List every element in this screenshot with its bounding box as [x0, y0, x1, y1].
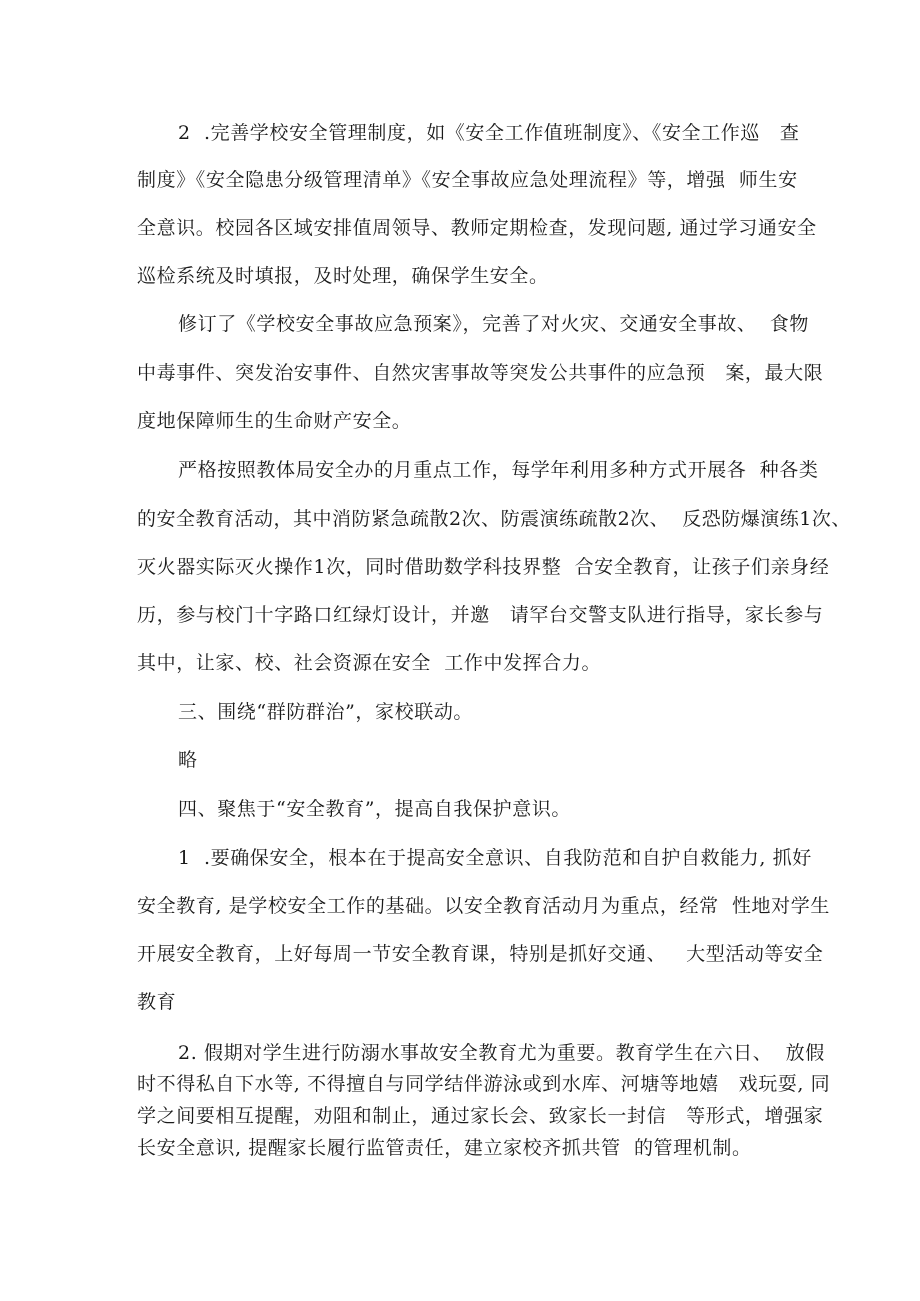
text-line: 制度》《安全隐患分级管理清单》《安全事故应急处理流程》等，增强 师生安 — [137, 169, 798, 191]
section-heading: 四、聚焦于“安全教育”，提高自我保护意识。 — [178, 798, 572, 820]
text-line: 中毒事件、突发治安事件、自然灾害事故等突发公共事件的应急预 案，最大限 — [137, 362, 824, 384]
text-line: 巡检系统及时填报，及时处理，确保学生安全。 — [137, 265, 549, 287]
text-line: 全意识。校园各区域安排值周领导、教师定期检查，发现问题, 通过学习通安全 — [137, 217, 817, 239]
text-line: 长安全意识, 提醒家长履行监管责任，建立家校齐抓共管 的管理机制。 — [137, 1137, 752, 1159]
text-line: 2. 假期对学生进行防溺水事故安全教育尤为重要。教育学生在六日、 放假 — [178, 1042, 825, 1064]
text-line: 修订了《学校安全事故应急预案》，完善了对火灾、交通安全事故、 食物 — [178, 313, 809, 335]
text-line: 度地保障师生的生命财产安全。 — [137, 410, 412, 432]
text-line: 开展安全教育，上好每周一节安全教育课，特别是抓好交通、 大型活动等安全 — [137, 943, 824, 965]
text-line: 1 .要确保安全，根本在于提高安全意识、自我防范和自护自救能力, 抓好 — [178, 847, 812, 869]
text-line: 时不得私自下水等, 不得擅自与同学结伴游泳或到水库、河塘等地嬉 戏玩耍, 同 — [137, 1073, 831, 1095]
text-line: 略 — [178, 749, 198, 771]
text-line: 其中，让家、校、社会资源在安全 工作中发挥合力。 — [137, 652, 602, 674]
text-line: 灭火器实际灭火操作1次，同时借助数学科技界整 合安全教育，让孩子们亲身经 — [137, 556, 830, 578]
text-line: 教育 — [137, 991, 177, 1013]
section-heading: 三、围绕“群防群治”，家校联动。 — [178, 701, 474, 723]
text-line: 历，参与校门十字路口红绿灯设计，并邀 请罕台交警支队进行指导，家长参与 — [137, 604, 824, 626]
text-line: 严格按照教体局安全办的月重点工作，每学年利用多种方式开展各 种各类 — [178, 459, 819, 481]
text-line: 学之间要相互提醒，劝阻和制止，通过家长会、致家长一封信 等形式，增强家 — [137, 1105, 824, 1127]
text-line: 安全教育, 是学校安全工作的基础。以安全教育活动月为重点，经常 性地对学生 — [137, 895, 830, 917]
text-line: 2 .完善学校安全管理制度，如《安全工作值班制度》、《安全工作巡 查 — [178, 122, 800, 144]
text-line: 的安全教育活动，其中消防紧急疏散2次、防震演练疏散2次、 反恐防爆演练1次、 — [137, 508, 851, 530]
